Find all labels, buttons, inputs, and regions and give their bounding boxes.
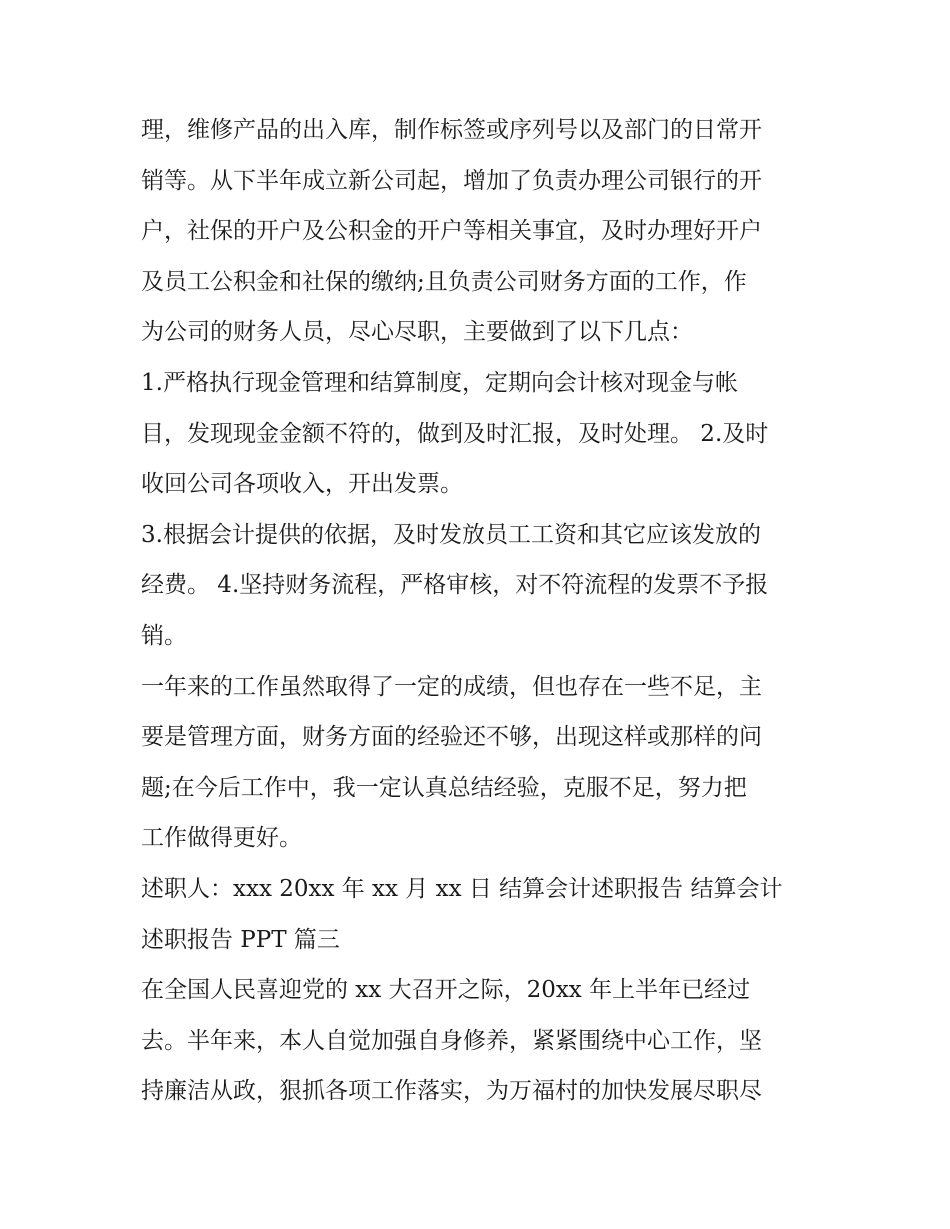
text-line: 在全国人民喜迎党的 xx 大召开之际，20xx 年上半年已经过 bbox=[141, 977, 751, 1004]
text-line: 经费。 4.坚持财务流程，严格审核，对不符流程的发票不予报 bbox=[141, 572, 769, 599]
text-line: 为公司的财务人员，尽心尽职，主要做到了以下几点： bbox=[141, 319, 693, 346]
text-line: 持廉洁从政，狠抓各项工作落实，为万福村的加快发展尽职尽 bbox=[141, 1078, 762, 1105]
text-line: 及员工公积金和社保的缴纳;且负责公司财务方面的工作，作 bbox=[141, 268, 747, 295]
text-line: 收回公司各项收入，开出发票。 bbox=[141, 471, 463, 498]
text-line: 1.严格执行现金管理和结算制度，定期向会计核对现金与帐 bbox=[141, 369, 738, 396]
text-line: 3.根据会计提供的依据，及时发放员工工资和其它应该发放的 bbox=[141, 521, 761, 548]
text-line: 销。 bbox=[141, 622, 187, 649]
text-line: 目，发现现金金额不符的，做到及时汇报，及时处理。 2.及时 bbox=[141, 420, 769, 447]
text-line: 述职报告 PPT 篇三 bbox=[141, 926, 340, 953]
document-body bbox=[141, 105, 821, 1117]
text-line: 要是管理方面，财务方面的经验还不够，出现这样或那样的问 bbox=[141, 724, 762, 751]
text-line: 工作做得更好。 bbox=[141, 825, 302, 852]
text-line: 题;在今后工作中，我一定认真总结经验，克服不足，努力把 bbox=[141, 774, 747, 801]
text-line: 去。半年来，本人自觉加强自身修养，紧紧围绕中心工作，坚 bbox=[141, 1027, 762, 1054]
text-line: 理，维修产品的出入库，制作标签或序列号以及部门的日常开 bbox=[141, 117, 762, 143]
text-line: 述职人：xxx 20xx 年 xx 月 xx 日 结算会计述职报告 结算会计 bbox=[141, 875, 783, 902]
text-line: 销等。从下半年成立新公司起，增加了负责办理公司银行的开 bbox=[141, 167, 762, 194]
text-line: 一年来的工作虽然取得了一定的成绩，但也存在一些不足，主 bbox=[141, 673, 762, 700]
text-line: 户，社保的开户及公积金的开户等相关事宜，及时办理好开户 bbox=[141, 218, 762, 245]
